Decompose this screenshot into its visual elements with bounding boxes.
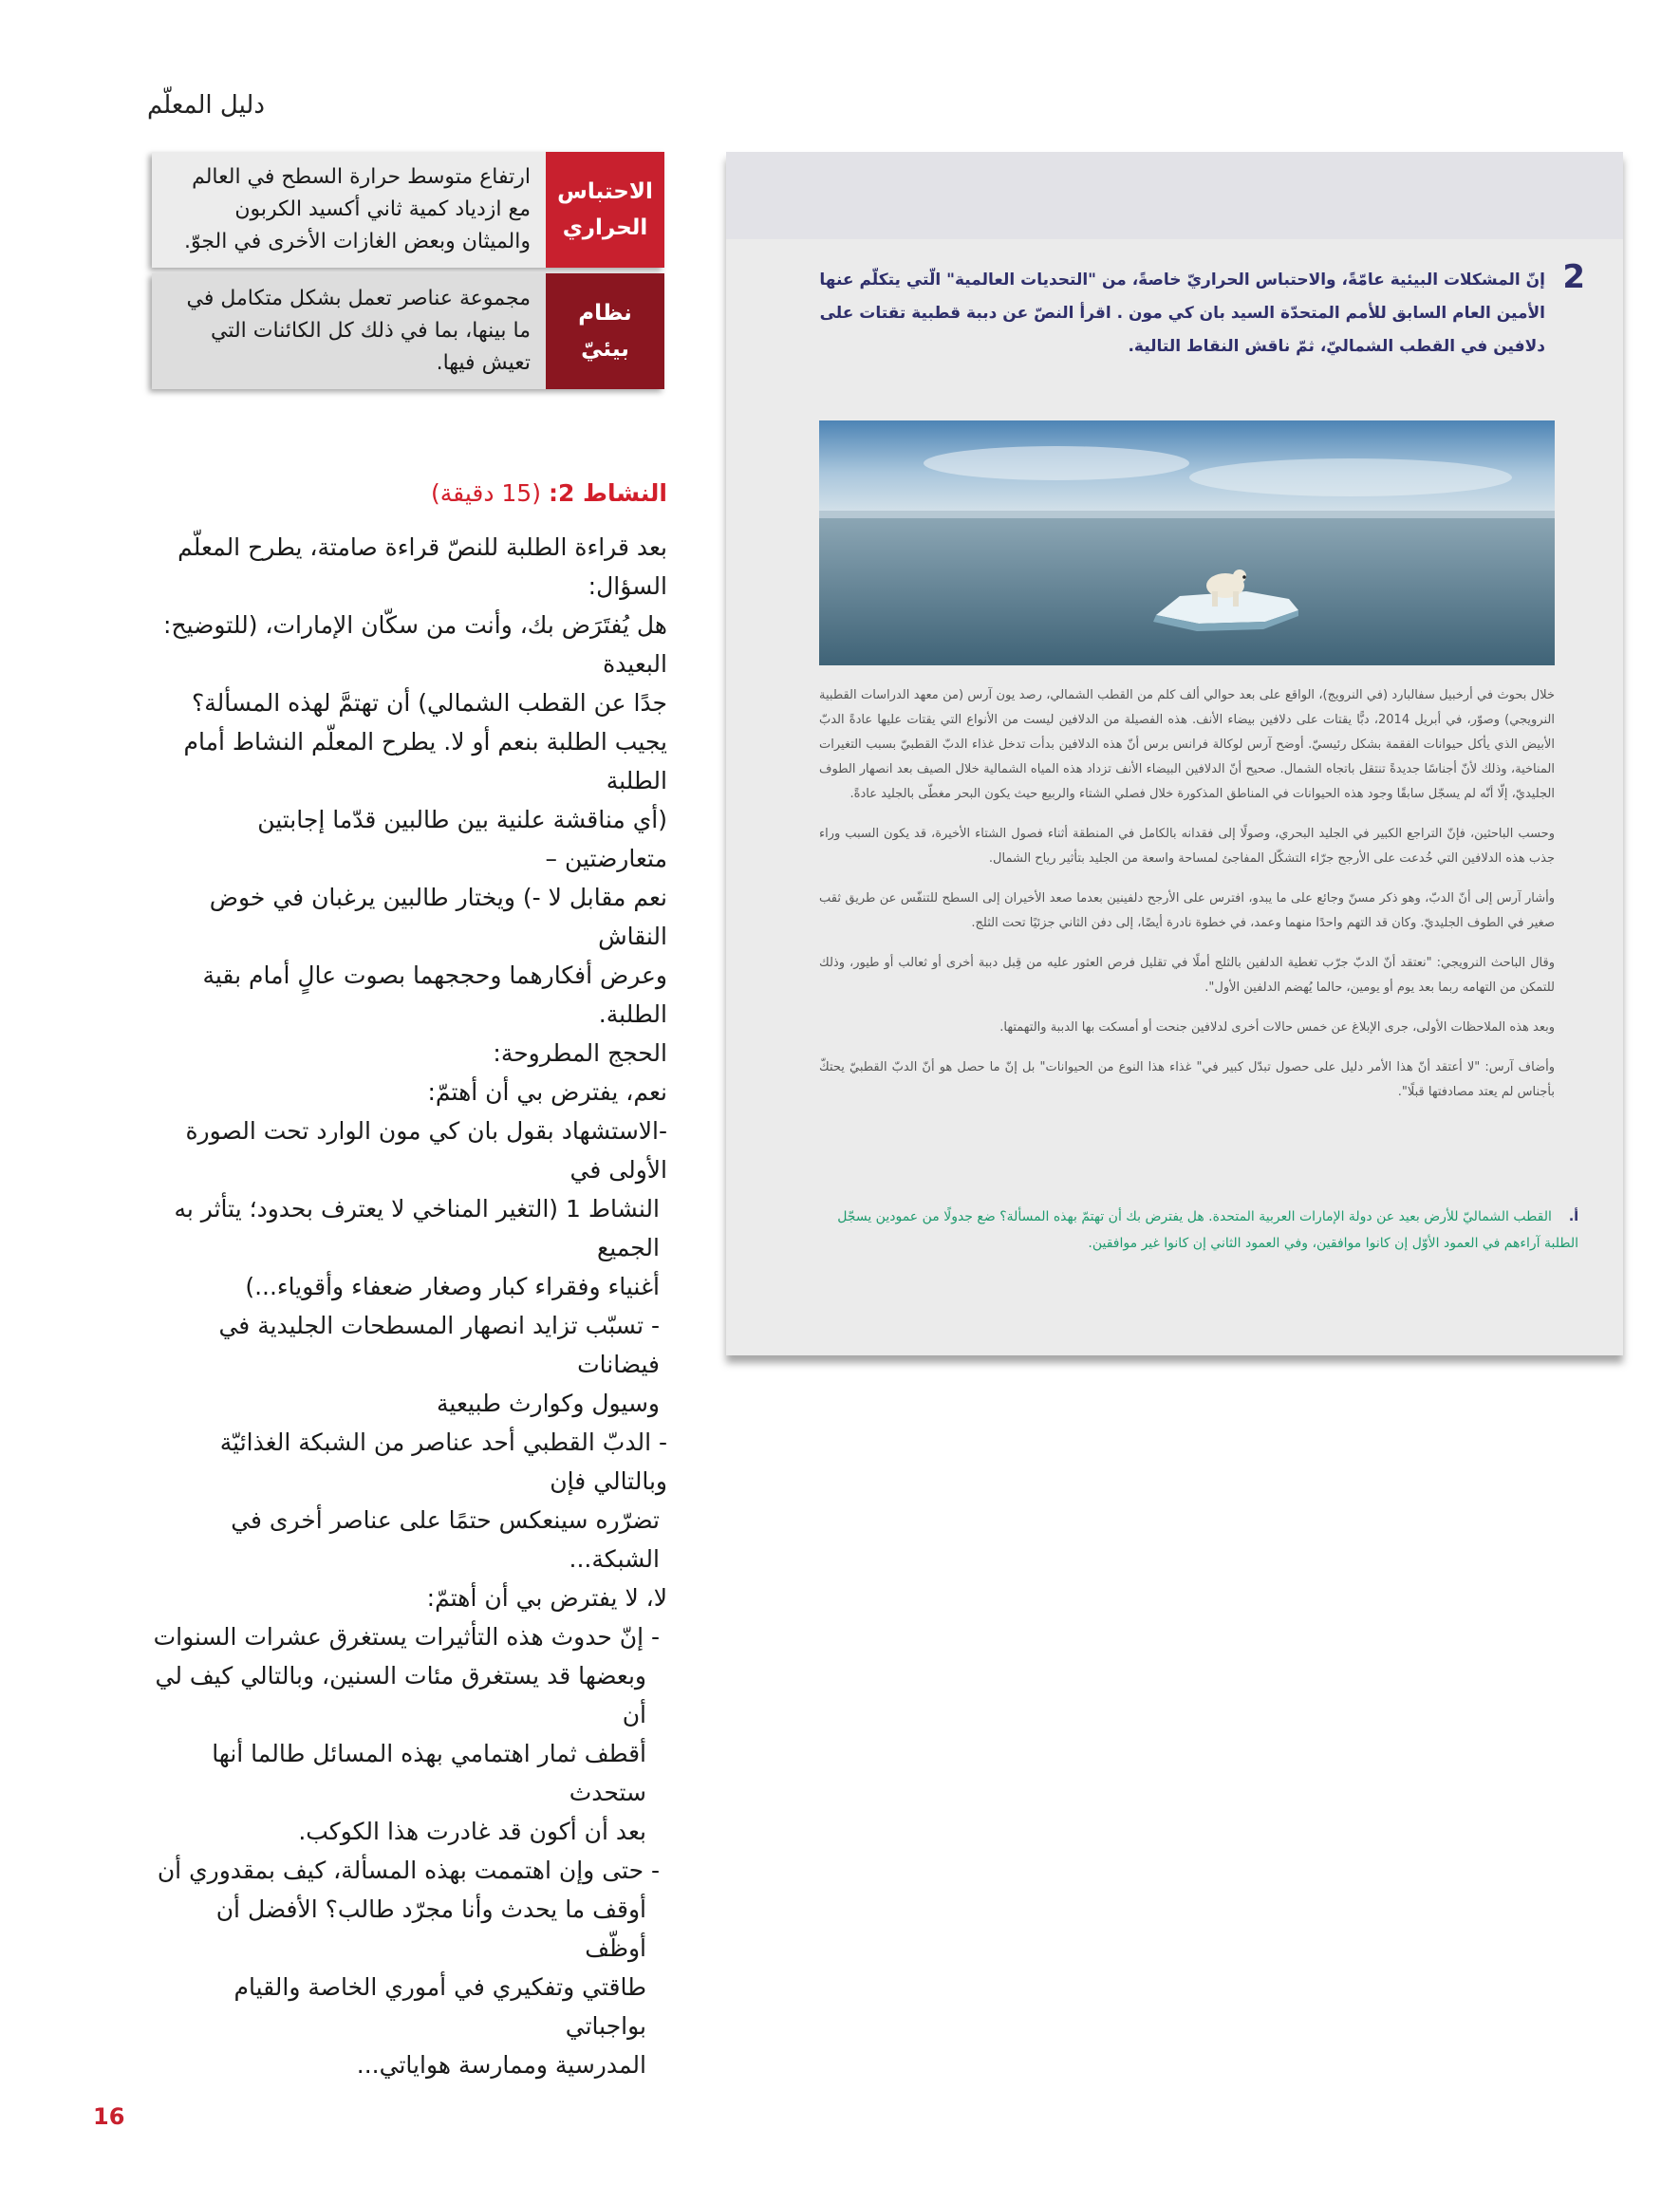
article-paragraph: وأضاف آرس: "لا أعتقد أنّ هذا الأمر دليل على حصول تبدّل كبير في" غذاء هذا النوع من الحيوانات" بل إنّ ما حصل هو أنّ الدبّ القطبيّ يحتكّ بأجناس لم يعتد مصادفتها قبلًا". bbox=[819, 1060, 1555, 1099]
glossary-row bbox=[152, 152, 664, 268]
sub-question-text: القطب الشماليّ للأرض بعيد عن دولة الإمارات العربية المتحدة. هل يفترض بك أن تهتمّ بهذه المسألة؟ ضع جدولًا من عمودين يسجّل الطلبة آراءهم في العمود الأوّل إن كانوا موافقين، وفي العمود الثاني إن كانوا غير موافقين. bbox=[837, 1209, 1578, 1251]
activity-line: أقطف ثمار اهتمامي بهذه المسائل طالما أنها ستحدث bbox=[212, 1740, 646, 1806]
page-number: 16 bbox=[93, 2103, 125, 2130]
activity-line: بعد قراءة الطلبة للنصّ قراءة صامتة، يطرح المعلّم السؤال: bbox=[177, 533, 667, 600]
activity-line: وعرض أفكارهما وحججهما بصوت عالٍ أمام بقية الطلبة. bbox=[202, 961, 667, 1028]
activity-line: بعد أن أكون قد غادرت هذا الكوكب. bbox=[298, 1818, 646, 1845]
activity-line: النشاط 1 (التغير المناخي لا يعترف بحدود؛ يتأثر به الجميع bbox=[174, 1195, 660, 1261]
student-book-panel bbox=[726, 152, 1623, 1355]
activity-title bbox=[150, 479, 667, 507]
polar-bear-on-ice-image bbox=[819, 420, 1555, 665]
glossary-definition: مجموعة عناصر تعمل بشكل متكامل في ما بينها، بما في ذلك كل الكائنات التي تعيش فيها. bbox=[152, 273, 546, 389]
activity-line: يجيب الطلبة بنعم أو لا. يطرح المعلّم النشاط أمام الطلبة bbox=[183, 728, 667, 794]
activity-line: (أي مناقشة علنية بين طالبين قدّما إجابتين متعارضتين – bbox=[257, 806, 667, 872]
activity-line: هل يُفتَرَض بك، وأنت من سكّان الإمارات، (للتوضيح: البعيدة bbox=[163, 611, 667, 678]
activity-line: - إنّ حدوث هذه التأثيرات يستغرق عشرات السنوات bbox=[153, 1623, 660, 1651]
panel-top-band bbox=[726, 152, 1623, 239]
activity-duration: (15 دقيقة) bbox=[431, 479, 541, 507]
article-paragraph: وبعد هذه الملاحظات الأولى، جرى الإبلاغ عن خمس حالات أخرى لدلافين جنحت أو أمسكت بها الدببة والتهمتها. bbox=[999, 1020, 1555, 1035]
activity-line: لا، لا يفترض بي أن أهتمّ: bbox=[426, 1584, 667, 1612]
glossary-row bbox=[152, 273, 664, 389]
activity-line: - تسبّب تزايد انصهار المسطحات الجليدية في فيضانات bbox=[218, 1312, 660, 1378]
activity-line: وبعضها قد يستغرق مئات السنين، وبالتالي كيف لي أن bbox=[155, 1662, 646, 1728]
article-paragraph: وقال الباحث النرويجي: "نعتقد أنّ الدبّ جرّب تغطية الدلفين بالثلج أملًا في تقليل فرص العثور عليه من قِبل دببة أخرى أو ثعالب أو طيور، وذلك للتمكن من التهامه ربما بعد يوم أو يومين، حالما يُهضم الدلفين الأول". bbox=[819, 956, 1555, 995]
activity-line: - حتى وإن اهتممت بهذه المسألة، كيف بمقدوري أن bbox=[157, 1857, 660, 1884]
glossary-term: نظام بيئيّ bbox=[546, 273, 664, 389]
activity-body bbox=[150, 528, 667, 2084]
article-paragraph: خلال بحوث في أرخبيل سفالبارد (في النرويج)، الواقع على بعد حوالي ألف كلم من القطب الشمالي، رصد يون آرس (من معهد الدراسات القطبية النرويجي) وصوّر، في أبريل 2014، دبًّا يقتات على دلافين بيضاء الأنف. هذه الفصيلة من الدلافين ليست من الأنواع التي يقتات عليها عادةً الدبّ الأبيض الذي يأكل حيوانات الفقمة بشكل رئيسيّ. أوضح آرس لوكالة فرانس برس أنّ هذه الدلافين بدأت تدخل غذاء الدبّ القطبيّ بسبب التغيرات المناخية، وذلك لأنّ أجناسًا جديدةً تنتقل باتجاه الشمال. صحيح أنّ الدلافين البيضاء الأنف تزداد هذه المياه الشمالية خلال الصيف بعد انصهار الطوف الجليديّ، إلّا أنّه لم يسجّل سابقًا وجود هذه الحيوانات في المناطق المذكورة خلال فصلي الشتاء والربيع حيث يكون البحر مغطّى بالجليد عادةً. bbox=[819, 688, 1555, 801]
activity-line: جدًا عن القطب الشمالي) أن تهتمَّ لهذه المسألة؟ bbox=[191, 689, 667, 717]
glossary-term: الاحتباس الحراري bbox=[546, 152, 664, 268]
activity-line: تضرّره سينعكس حتمًا على عناصر أخرى في الشبكة... bbox=[231, 1506, 660, 1573]
activity-line: أوقف ما يحدث وأنا مجرّد طالب؟ الأفضل أن أوظّف bbox=[215, 1895, 646, 1962]
activity-line: - الدبّ القطبي أحد عناصر من الشبكة الغذائيّة وبالتالي فإن bbox=[219, 1428, 667, 1495]
sub-question-letter: أ. bbox=[1568, 1209, 1578, 1224]
activity-line: نعم مقابل لا -) ويختار طالبين يرغبان في خوض النقاش bbox=[209, 884, 667, 950]
question-text: إنّ المشكلات البيئية عامّةً، والاحتباس الحراريّ خاصةً، من "التحديات العالمية" الّتي يتكلّم عنها الأمين العام السابق للأمم المتحدّة السيد بان كي مون . اقرأ النصّ عن دببة قطبية تقتات على دلافين في القطب الشماليّ، ثمّ ناقش النقاط التالية. bbox=[819, 271, 1545, 356]
polar-bear-photo bbox=[819, 420, 1555, 665]
glossary bbox=[152, 152, 664, 395]
activity-line: نعم، يفترض بي أن أهتمّ: bbox=[427, 1078, 667, 1106]
activity-label: النشاط 2: bbox=[548, 479, 667, 507]
sub-question bbox=[819, 1204, 1578, 1257]
activity-line: المدرسية وممارسة هواياتي... bbox=[356, 2051, 646, 2079]
activity-section bbox=[150, 479, 667, 2084]
article-paragraph: وأشار آرس إلى أنّ الدبّ، وهو ذكر مسنّ وجائع على ما يبدو، افترس على الأرجح دلفينين بعدما صعد الأخيران إلى السطح للتنفّس عن طريق ثقب صغير في الطوف الجليديّ. وكان قد التهم واحدًا منهما وعمد، في خطوة نادرة أيضًا، إلى دفن الثاني جزئيًا تحت الثلج. bbox=[819, 891, 1555, 930]
article-text bbox=[819, 683, 1555, 1120]
activity-line: أغنياء وفقراء كبار وصغار ضعفاء وأقوياء...) bbox=[245, 1273, 660, 1300]
activity-line: طاقتي وتفكيري في أموري الخاصة والقيام بواجباتي bbox=[233, 1973, 646, 2040]
activity-line: وسيول وكوارث طبيعية bbox=[437, 1390, 660, 1417]
glossary-definition: ارتفاع متوسط حرارة السطح في العالم مع ازدياد كمية ثاني أكسيد الكربون والميثان وبعض الغازات الأخرى في الجوّ. bbox=[152, 152, 546, 268]
activity-line: -الاستشهاد بقول بان كي مون الوارد تحت الصورة الأولى في bbox=[185, 1117, 667, 1184]
page-header-title: دليل المعلّم bbox=[147, 91, 265, 120]
question-number: 2 bbox=[1562, 258, 1585, 296]
article-paragraph: وحسب الباحثين، فإنّ التراجع الكبير في الجليد البحري، وصولًا إلى فقدانه بالكامل في المنطقة أثناء فصول الشتاء الأخيرة، قد يكون السبب وراء جذب هذه الدلافين التي خُدعت على الأرجح جرّاء التشكّل المفاجئ لمساحة واسعة من الجليد بتأثير رياح الشمال. bbox=[819, 827, 1555, 866]
activity-line: الحجج المطروحة: bbox=[493, 1039, 667, 1067]
